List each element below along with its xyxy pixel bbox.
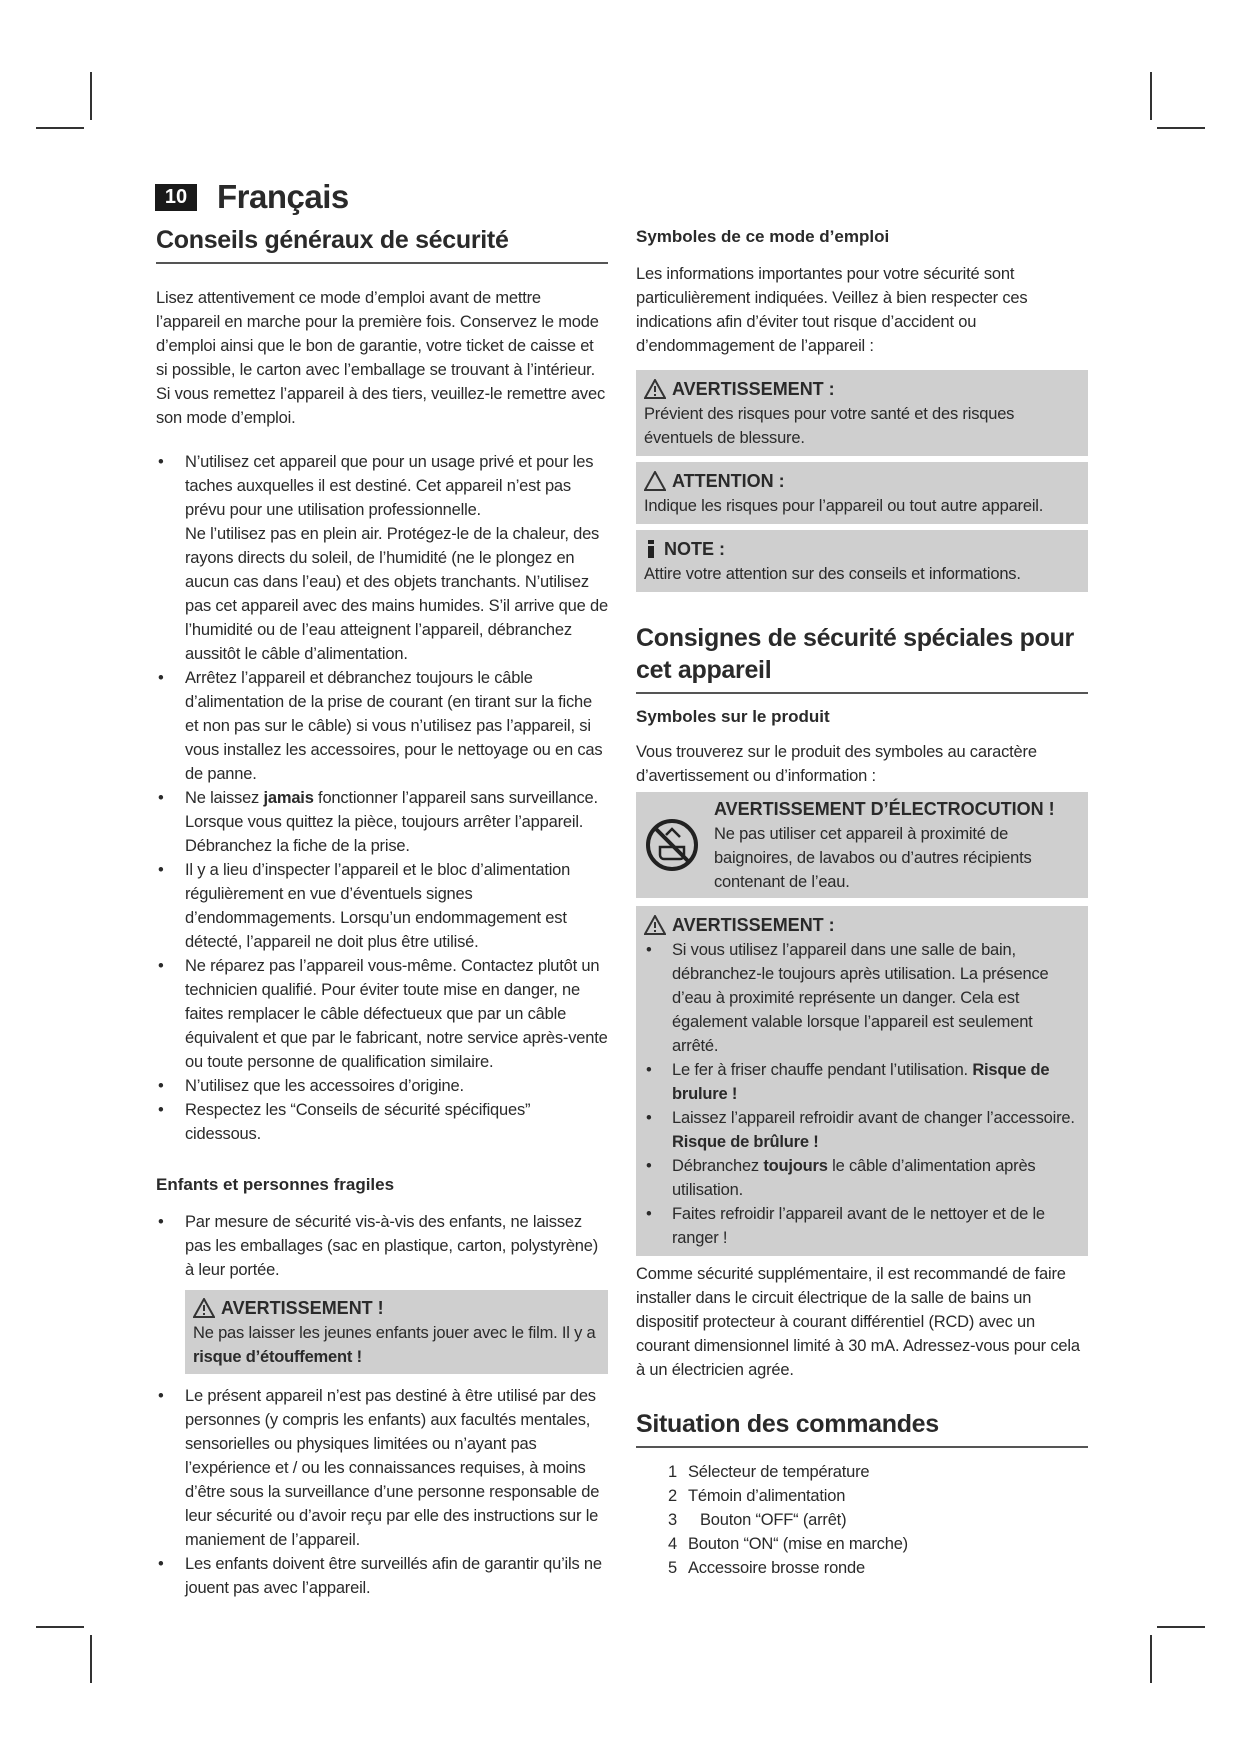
warning-title: AVERTISSEMENT !	[221, 1298, 384, 1318]
section-title-general-safety: Conseils généraux de sécurité	[156, 224, 608, 264]
list-item: • Le fer à friser chauffe pendant l’utilisation. Risque de brulure !	[644, 1058, 1080, 1106]
control-item: 1 Sélecteur de température	[668, 1463, 870, 1481]
page-number: 10	[155, 184, 197, 211]
list-item: • Le présent appareil n’est pas destiné à être utilisé par des personnes (y compris les enfants) aux facultés mentales, sensorielles ou physiques limitées ou n’ayant pas l’expérience et / ou les connaissances requises, à moins d’être sous la surveillance d’une personne responsable de leur sécurité ou d’avoir reçu par elle des instructions sur le maniement de l’appareil.	[156, 1384, 608, 1552]
safety-list	[156, 450, 608, 1146]
list-item: • Ne réparez pas l’appareil vous-même. Contactez plutôt un technicien qualifié. Pour éviter toute mise en danger, ne faites remplacer le câble défectueux que par un câble équivalent et que par le fabricant, notre service après-vente ou toute personne de qualification similaire.	[156, 954, 608, 1074]
electrocution-title: AVERTISSEMENT D’ÉLECTROCUTION !	[714, 799, 1055, 819]
warning-box: AVERTISSEMENT : Prévient des risques pour votre santé et des risques éventuels de blessure.	[636, 370, 1088, 456]
page-header	[155, 178, 349, 216]
left-column	[156, 224, 608, 1600]
rcd-paragraph: Comme sécurité supplémentaire, il est recommandé de faire installer dans le circuit électrique de la salle de bains un dispositif protecteur à courant différentiel (RCD) avec un courant dimensionnel limité à 30 mA. Adressez-vous pour cela à un électricien agrée.	[636, 1265, 1080, 1379]
symbols-intro: Les informations importantes pour votre sécurité sont particulièrement indiquées. Veillez à bien respecter ces indications afin d’éviter tout risque d’accident ou d’endommagement de l’appareil :	[636, 265, 1028, 355]
crop-mark	[1150, 72, 1152, 120]
crop-mark	[1157, 1626, 1205, 1628]
list-item: • Faites refroidir l’appareil avant de le nettoyer et de le ranger !	[644, 1202, 1080, 1250]
controls-list	[668, 1460, 1088, 1580]
list-item: • Respectez les “Conseils de sécurité spécifiques” cidessous.	[156, 1098, 608, 1146]
list-item: • Laissez l’appareil refroidir avant de changer l’accessoire. Risque de brûlure !	[644, 1106, 1080, 1154]
product-symbols-title: Symboles sur le produit	[636, 707, 830, 726]
attention-box: ATTENTION : Indique les risques pour l’appareil ou tout autre appareil.	[636, 462, 1088, 524]
children-title: Enfants et personnes fragiles	[156, 1175, 395, 1194]
list-item: • Ne laissez jamais fonctionner l’appareil sans surveillance. Lorsque vous quittez la pièce, toujours arrêter l’appareil. Débranchez la fiche de la prise.	[156, 786, 608, 858]
list-item: • Il y a lieu d’inspecter l’appareil et le bloc d’alimentation régulièrement en vue d’éventuels signes d’endommagements. Lorsqu’un endommagement est détecté, l’appareil ne doit plus être utilisé.	[156, 858, 608, 954]
list-item: • Si vous utilisez l’appareil dans une salle de bain, débranchez-le toujours après utilisation. La présence d’eau à proximité représente un danger. Cela est également valable lorsque l’appareil est seulement arrêté.	[644, 938, 1080, 1058]
control-item: 2 Témoin d’alimentation	[668, 1487, 846, 1505]
intro-paragraph: Lisez attentivement ce mode d’emploi avant de mettre l’appareil en marche pour la première fois. Conservez le mode d’emploi ainsi que le bon de garantie, votre ticket de caisse et si possible, le carton avec l’emballage se trouvant à l’intérieur. Si vous remettez l’appareil à des tiers, veuillez-le remettre avec son mode d’emploi.	[156, 289, 605, 427]
list-item: • Arrêtez l’appareil et débranchez toujours le câble d’alimentation de la prise de courant (en tirant sur la fiche et non pas sur le câble) si vous n’utilisez pas l’appareil, si vous installez les accessoires, pour le nettoyage ou en cas de panne.	[156, 666, 608, 786]
warning-text: Ne pas laisser les jeunes enfants jouer avec le film. Il y a risque d’étouffement !	[193, 1324, 596, 1366]
caution-triangle-icon	[644, 471, 666, 491]
warning-box-bathroom: AVERTISSEMENT : • Si vous utilisez l’appareil dans une salle de bain, débranchez-le toujours après utilisation. La présence d’eau à proximité représente un danger. Cela est également valable lorsque l’appareil est seulement arrêté. • Le fer à friser chauffe pendant l’utilisation. Risque de brulure ! • Laissez l’appareil refroidir avant de changer l’accessoire. Risque de brûlure ! • Débranchez toujours le câble d’alimentation après utilisation. • Faites refroidir l’appareil avant de le nettoyer et de le ranger !	[636, 906, 1088, 1256]
list-item: • Les enfants doivent être surveillés afin de garantir qu’ils ne jouent pas avec l’appareil.	[156, 1552, 608, 1600]
section-title-special-safety: Consignes de sécurité spéciales pour cet appareil	[636, 622, 1088, 694]
crop-mark	[90, 1635, 92, 1683]
crop-mark	[1157, 127, 1205, 129]
control-item: 3 Bouton “OFF“ (arrêt)	[668, 1511, 847, 1529]
crop-mark	[36, 1626, 84, 1628]
electrocution-box	[636, 792, 1088, 898]
crop-mark	[1150, 1635, 1152, 1683]
electrocution-text: Ne pas utiliser cet appareil à proximité de baignoires, de lavabos ou d’autres récipients contenant de l’eau.	[714, 825, 1032, 891]
symbols-title: Symboles de ce mode d’emploi	[636, 227, 890, 246]
control-item: 5 Accessoire brosse ronde	[668, 1559, 865, 1577]
warning-triangle-icon	[644, 379, 666, 399]
crop-mark	[90, 72, 92, 120]
list-item: • Débranchez toujours le câble d’alimentation après utilisation.	[644, 1154, 1080, 1202]
crop-mark	[36, 127, 84, 129]
control-item: 4 Bouton “ON“ (mise en marche)	[668, 1535, 908, 1553]
list-item: • N’utilisez cet appareil que pour un usage privé et pour les taches auxquelles il est destiné. Cet appareil n’est pas prévu pour une utilisation professionnelle. Ne l’utilisez pas en plein air. Protégez-le de la chaleur, des rayons directs du soleil, de l’humidité (ne le plongez en aucun cas dans l’eau) et des objets tranchants. N’utilisez pas cet appareil avec des mains humides. S’il arrive que de l’humidité ou de l’eau atteignent l’appareil, débranchez aussitôt le câble d’alimentation.	[156, 450, 608, 666]
section-title-controls: Situation des commandes	[636, 1408, 1088, 1448]
note-box: NOTE : Attire votre attention sur des conseils et informations.	[636, 530, 1088, 592]
warning-triangle-icon	[644, 915, 666, 935]
warning-triangle-icon	[193, 1298, 215, 1318]
no-water-icon	[644, 817, 700, 873]
list-item: • N’utilisez que les accessoires d’origine.	[156, 1074, 608, 1098]
right-column	[636, 224, 1088, 1580]
language-title: Français	[217, 178, 349, 215]
warning-box-children	[185, 1290, 608, 1374]
product-symbols-intro: Vous trouverez sur le produit des symboles au caractère d’avertissement ou d’information :	[636, 743, 1037, 785]
info-icon	[644, 539, 658, 559]
list-item: • Par mesure de sécurité vis-à-vis des enfants, ne laissez pas les emballages (sac en plastique, carton, polystyrène) à leur portée.	[156, 1210, 608, 1282]
